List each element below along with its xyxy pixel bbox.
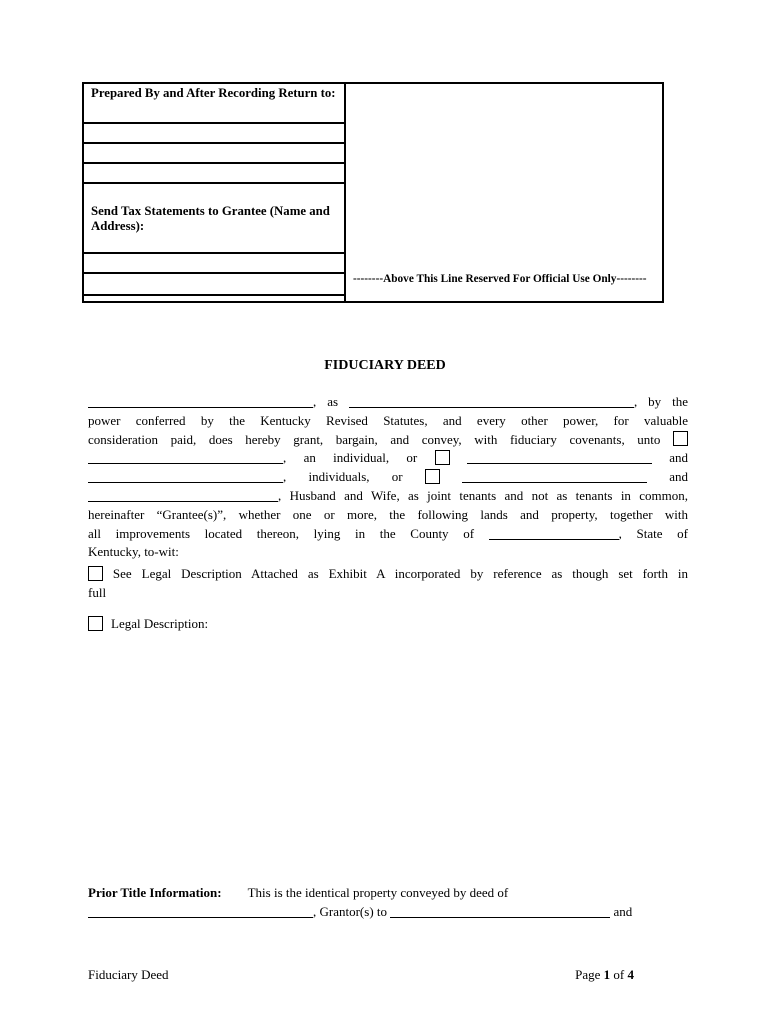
spacer [103, 627, 111, 628]
header-box-row[interactable] [84, 144, 344, 164]
header-box-row[interactable] [84, 164, 344, 184]
text-line: hereinafter “Grantee(s)”, whether one or more, the following lands and property, together with [88, 506, 688, 522]
footer-doc-title: Fiduciary Deed [88, 967, 169, 982]
header-box-row[interactable]: Send Tax Statements to Grantee (Name and Address): [84, 184, 344, 254]
checkbox[interactable] [673, 431, 688, 446]
header-box-row[interactable] [84, 124, 344, 144]
text-line: , Grantor(s) to and [88, 903, 688, 922]
official-use-label: --------Above This Line Reserved For Official Use Only-------- [353, 273, 647, 285]
header-box-row[interactable] [84, 274, 344, 296]
footer-page-number: Page 1 of 4 [575, 967, 634, 982]
blank-field-line[interactable] [489, 529, 619, 540]
recording-header-table [82, 82, 664, 303]
blank-field-line[interactable] [88, 907, 313, 918]
blank-field-line[interactable] [88, 397, 313, 408]
official-use-cell [346, 84, 662, 301]
spacer [222, 896, 248, 897]
deed-granting-paragraph [88, 393, 688, 562]
text-line: See Legal Description Attached as Exhibit A incorporated by reference as though set forth in [88, 565, 688, 584]
text-line: power conferred by the Kentucky Revised Statutes, and every other power, for valuable [88, 412, 688, 428]
blank-field-line[interactable] [390, 907, 610, 918]
blank-field-line[interactable] [462, 472, 647, 483]
text-line: , as , by the [88, 393, 688, 412]
text-line: Kentucky, to-wit: [88, 544, 179, 560]
recording-header-left-column [84, 84, 346, 301]
header-box-row[interactable] [84, 296, 344, 301]
checkbox[interactable] [435, 450, 450, 465]
blank-field-line[interactable] [467, 453, 652, 464]
prior-title-information [88, 884, 688, 922]
text-line: consideration paid, does hereby grant, bargain, and convey, with fiduciary covenants, unto [88, 431, 688, 450]
blank-field-line[interactable] [88, 491, 278, 502]
text-line: , individuals, or and [88, 468, 688, 487]
checkbox[interactable] [88, 566, 103, 581]
text-line: Legal Description: [88, 615, 688, 634]
blank-field-line[interactable] [88, 453, 283, 464]
checkbox[interactable] [425, 469, 440, 484]
text-line: full [88, 584, 107, 600]
text-line: Prior Title Information: This is the identical property conveyed by deed of [88, 885, 509, 900]
blank-field-line[interactable] [88, 472, 283, 483]
text-line: , an individual, or and [88, 449, 688, 468]
checkbox[interactable] [88, 616, 103, 631]
blank-field-line[interactable] [349, 397, 634, 408]
header-box-row[interactable]: Prepared By and After Recording Return to: [84, 84, 344, 124]
exhibit-a-clause [88, 565, 688, 603]
text-line: , Husband and Wife, as joint tenants and not as tenants in common, [88, 487, 688, 506]
legal-description-clause [88, 615, 688, 634]
document-title: FIDUCIARY DEED [324, 358, 446, 373]
header-box-row[interactable] [84, 254, 344, 274]
text-line: all improvements located thereon, lying in the County of , State of [88, 525, 688, 541]
page-footer [88, 966, 634, 983]
